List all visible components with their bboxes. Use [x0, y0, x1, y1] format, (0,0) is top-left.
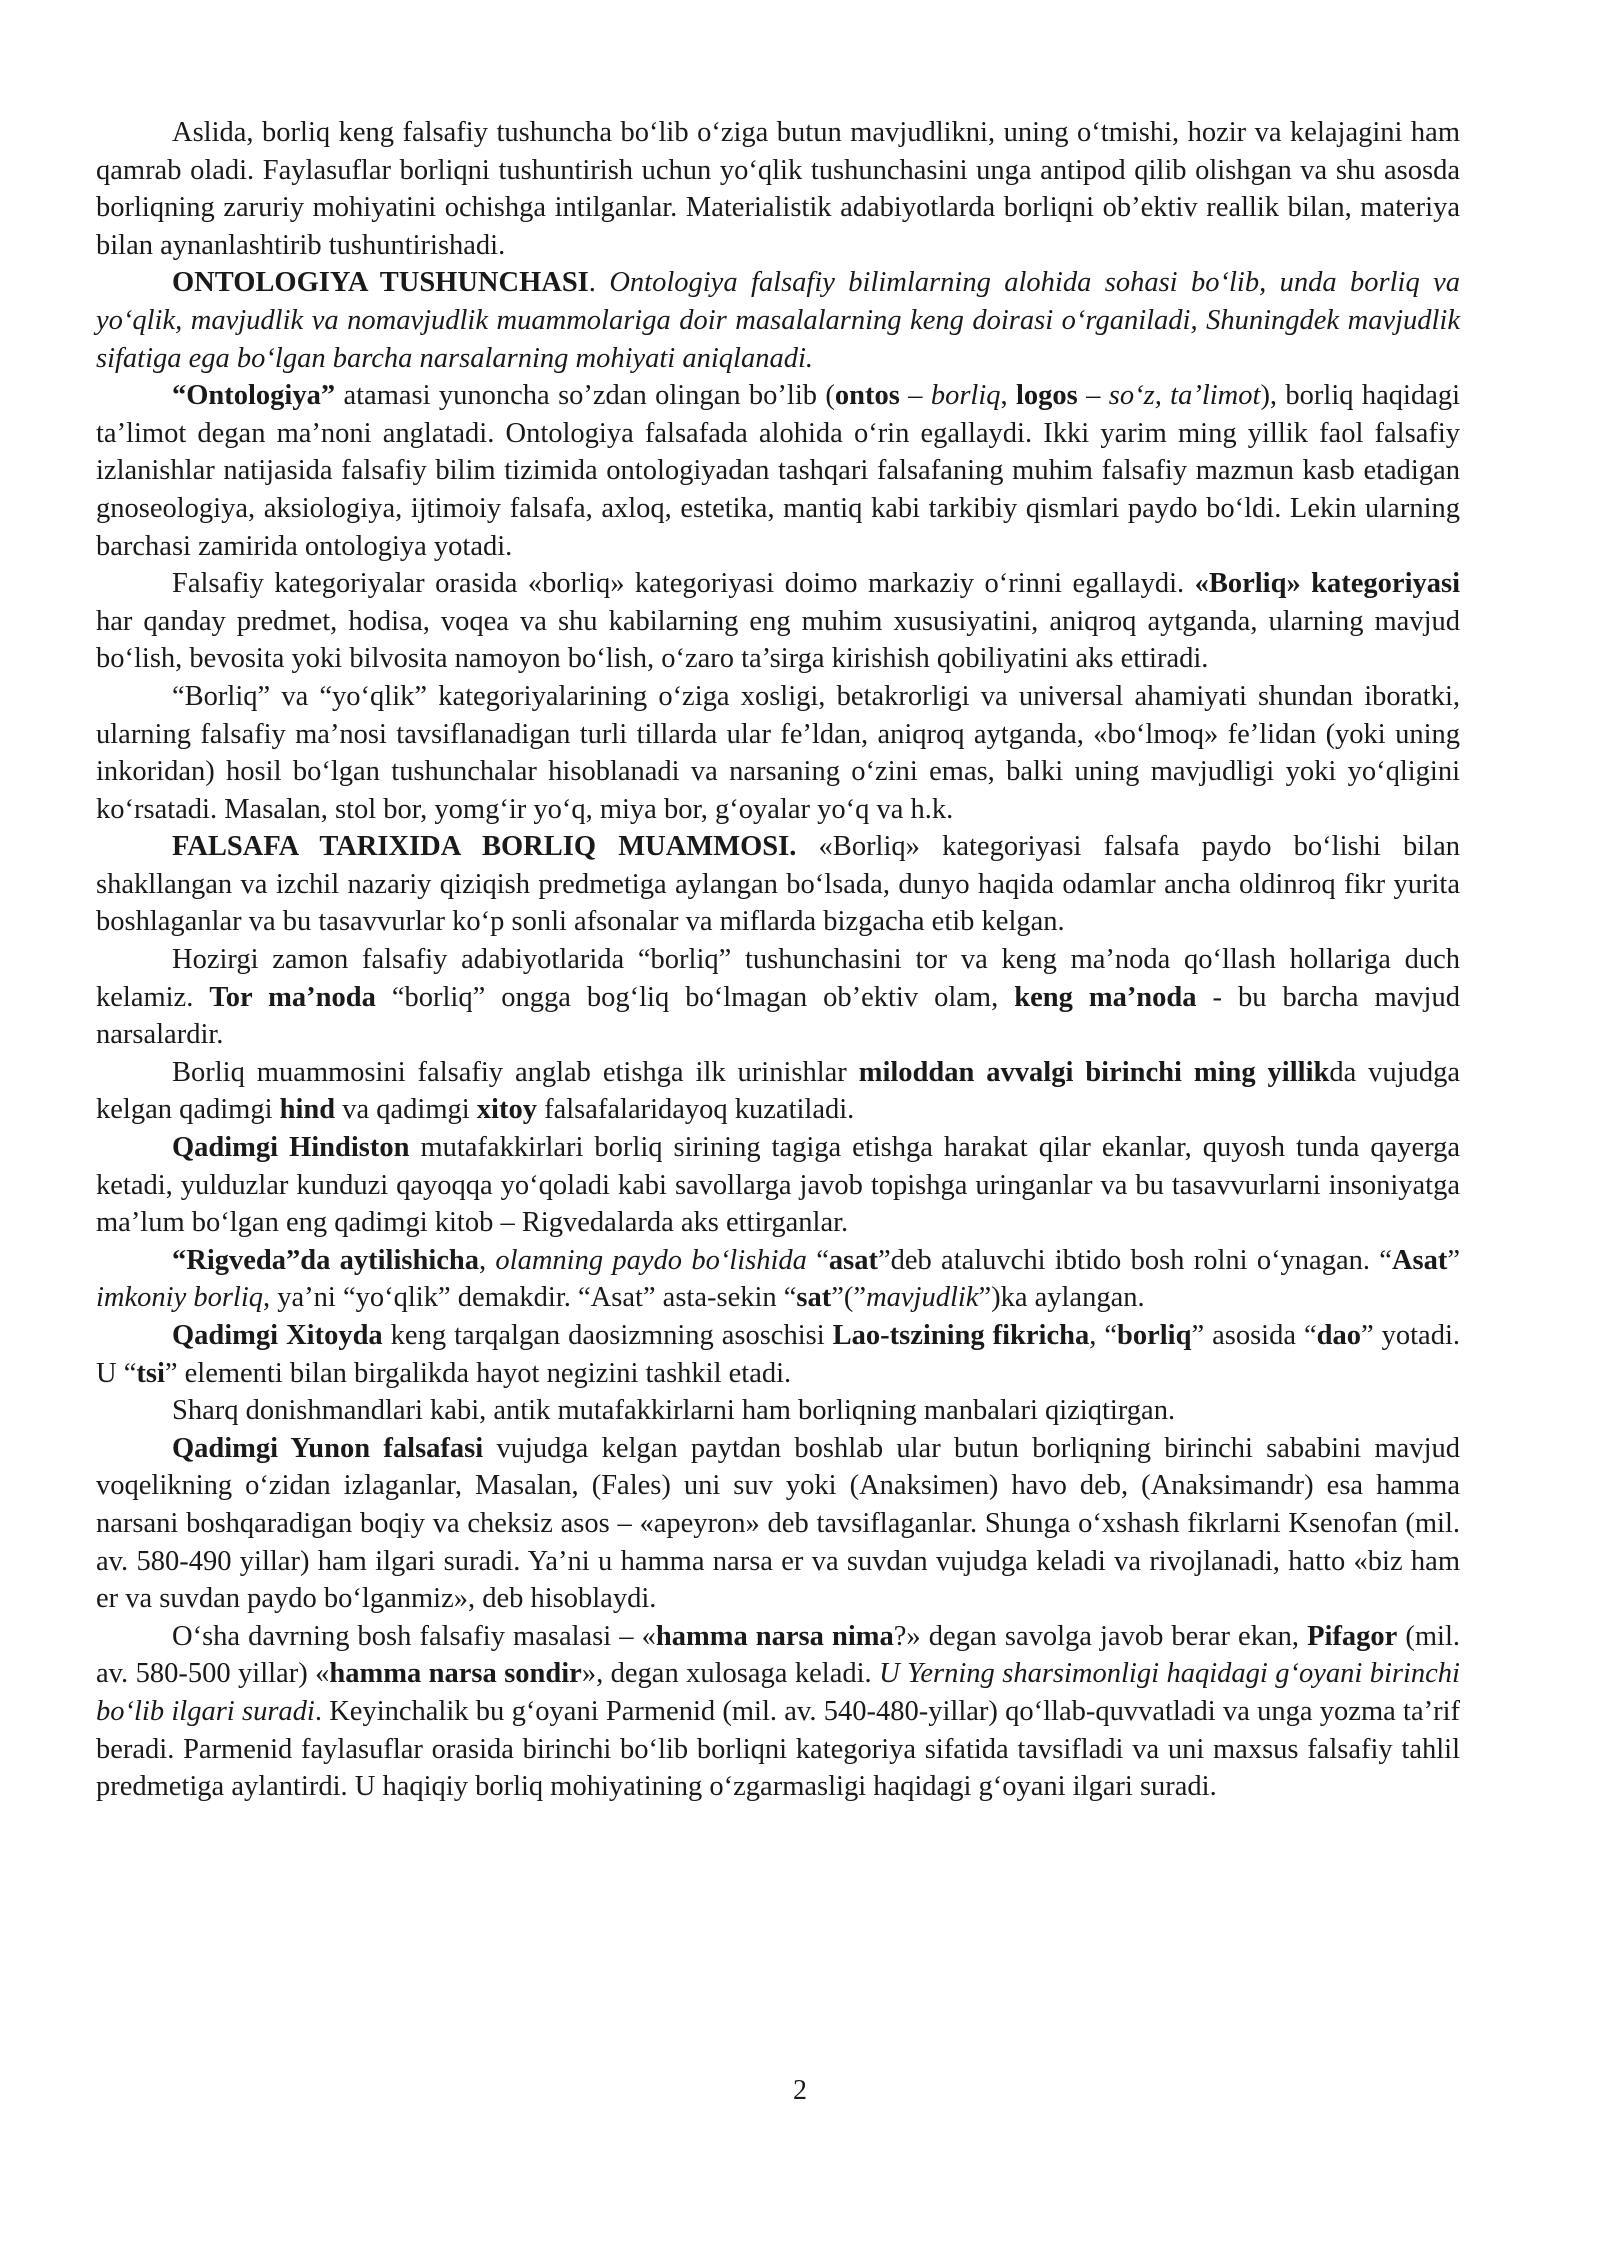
- text-run: –: [899, 380, 931, 412]
- bold-text: Asat: [1391, 1244, 1448, 1276]
- text-run: ”deb ataluvchi ibtido bosh rolni o‘ynagan. “: [877, 1244, 1392, 1276]
- text-run: Sharq donishmandlari kabi, antik mutafakkirlarni ham borliqning manbalari qiziqtirgan.: [172, 1395, 1176, 1427]
- bold-text: borliq: [1117, 1320, 1192, 1351]
- text-run: .: [588, 267, 610, 299]
- text-run: ” asosida “: [1191, 1320, 1317, 1351]
- italic-text: U Yerning sharsimonligi haqidagi g‘oyani birinchi bo‘lib ilgari suradi: [96, 1658, 1460, 1727]
- text-run: O‘sha davrning bosh falsafiy masalasi – «: [172, 1620, 656, 1652]
- text-run: ”)ka aylangan.: [978, 1282, 1145, 1314]
- paragraph: [96, 1392, 1460, 1430]
- text-run: ,: [479, 1244, 496, 1276]
- text-run: ” elementi bilan birgalikda hayot negizini tashkil etadi.: [164, 1357, 792, 1389]
- paragraph: [96, 1618, 1460, 1806]
- bold-text: keng ma’noda: [1014, 981, 1197, 1013]
- paragraph: [96, 1129, 1460, 1242]
- bold-text: logos: [1016, 380, 1078, 412]
- italic-text: imkoniy borliq: [96, 1282, 264, 1314]
- text-run: mutafakkirlari borliq sirining tagiga etishga harakat qilar ekanlar, quyosh tunda qayerga ketadi, yulduzlar kunduzi qayoqqa yo‘qoladi kabi savollarga javob topishga uringanlar va bu tasavvurlarni insoniyatga ma’lum bo‘lgan eng qadimgi kitob – Rigvedalarda aks ettirganlar.: [96, 1132, 1460, 1239]
- text-run: Aslida, borliq keng falsafiy tushuncha bo‘lib o‘ziga butun mavjudlikni, uning o‘tmishi, hozir va kelajagini ham qamrab oladi. Faylasuflar borliqni tushuntirish uchun yo‘qlik tushunchasini unga antipod qilib olishgan va shu asosda borliqning zaruriy mohiyatini ochishga intilganlar. Materialistik adabiyotlarda borliqni ob’ektiv reallik bilan, materiya bilan aynanlashtirib tushuntirishadi.: [96, 117, 1460, 261]
- paragraph: [96, 678, 1460, 828]
- text-run: “: [806, 1244, 829, 1276]
- paragraph: [96, 264, 1460, 377]
- text-run: ), borliq haqidagi ta’limot degan ma’noni anglatadi. Ontologiya falsafada alohida o‘rin egallaydi. Ikki yarim ming yillik faol falsafiy izlanishlar natijasida falsafiy bilim tizimida ontologiyadan tashqari falsafaning muhim falsafiy mazmun kasb etadigan gnoseologiya, aksiologiya, ijtimoiy falsafa, axloq, estetika, mantiq kabi tarkibiy qismlari paydo bo‘ldi. Lekin ularning barchasi zamirida ontologiya yotadi.: [96, 380, 1461, 562]
- bold-text: ONTOLOGIYA TUSHUNCHASI: [172, 267, 589, 299]
- text-run: Hozirgi zamon falsafiy adabiyotlarida “borliq” tushunchasini tor va keng ma’noda qo‘llash hollariga duch kelamiz.: [96, 944, 1460, 1013]
- text-run: da vujudga kelgan qadimgi: [96, 1056, 1461, 1126]
- bold-text: dao: [1316, 1320, 1361, 1351]
- text-run: , “: [1089, 1320, 1118, 1351]
- bold-text: Pifagor: [1307, 1620, 1398, 1652]
- bold-text: hamma narsa sondir: [329, 1658, 582, 1690]
- text-run: ”(”: [831, 1282, 867, 1314]
- bold-text: tsi: [136, 1357, 165, 1389]
- text-run: ”: [1447, 1244, 1461, 1276]
- italic-text: mavjudlik: [866, 1282, 979, 1314]
- paragraph: [96, 1430, 1460, 1618]
- bold-text: Qadimgi Hindiston: [172, 1132, 410, 1164]
- text-run: vujudga kelgan paytdan boshlab ular butun borliqning birinchi sababini mavjud voqelikning o‘zidan izlaganlar, Masalan, (Fales) uni suv yoki (Anaksimen) havo deb, (Anaksimandr) esa hamma narsani boshqaradigan boqiy va cheksiz asos – «apeyron» deb tavsiflaganlar. Shunga o‘xshash fikrlarni Ksenofan (mil. av. 580-490 yillar) ham ilgari suradi. Ya’ni u hamma narsa er va suvdan vujudga keladi va rivojlanadi, hatto «biz ham er va suvdan paydo bo‘lganmiz», deb hisoblaydi.: [96, 1432, 1460, 1615]
- bold-text: hamma narsa nima: [655, 1620, 894, 1652]
- paragraph: [96, 1054, 1460, 1129]
- page-number: 2: [793, 2075, 807, 2106]
- italic-text: olamning paydo bo‘lishida: [495, 1244, 807, 1276]
- bold-text: Tor ma’noda: [209, 981, 376, 1013]
- paragraph: [96, 1317, 1460, 1392]
- paragraph: [96, 565, 1460, 678]
- bold-text: “Ontologiya”: [172, 380, 336, 412]
- paragraph: [96, 828, 1460, 941]
- text-run: atamasi yunoncha so’zdan olingan bo’lib (: [335, 380, 835, 412]
- text-run: –: [1077, 380, 1109, 412]
- text-run: “Borliq” va “yo‘qlik” kategoriyalarining o‘ziga xosligi, betakrorligi va universal ahamiyati shundan iboratki, ularning falsafiy ma’nosi tavsiflanadigan turli tillarda ular fe’ldan, aniqroq aytganda, «bo‘lmoq» fe’lidan (yoki uning inkoridan) hosil bo‘lgan tushunchalar hisoblanadi va narsaning o‘zini emas, balki uning mavjudligi yoki yo‘qligini ko‘rsatadi. Masalan, stol bor, yomg‘ir yo‘q, miya bor, g‘oyalar yo‘q va h.k.: [96, 680, 1460, 825]
- paragraph: [96, 377, 1460, 565]
- document-page: [96, 114, 1460, 1806]
- text-run: ” yotadi. U “: [96, 1320, 1461, 1389]
- text-run: «Borliq» kategoriyasi falsafa paydo bo‘lishi bilan shakllangan va izchil nazariy qiziqish predmetiga aylangan bo‘lsada, dunyo haqida odamlar ancha oldinroq fikr yurita boshlaganlar va bu tasavvurlar ko‘p sonli afsonalar va miflarda bizgacha etib kelgan.: [96, 831, 1460, 938]
- bold-text: hind: [279, 1094, 336, 1126]
- paragraph: [96, 114, 1460, 264]
- bold-text: sat: [796, 1282, 832, 1314]
- text-run: , ya’ni “yo‘qlik” demakdir. “Asat” asta-sekin “: [263, 1282, 797, 1314]
- text-run: “borliq” ongga bog‘liq bo‘lmagan ob’ektiv olam,: [375, 981, 1015, 1013]
- bold-text: Lao-tszining fikricha: [832, 1320, 1090, 1351]
- bold-text: miloddan avvalgi birinchi ming yillik: [858, 1056, 1330, 1088]
- italic-text: so‘z, ta’limot: [1108, 380, 1261, 412]
- paragraph: [96, 941, 1460, 1054]
- bold-text: ontos: [834, 380, 900, 412]
- text-run: ,: [1000, 380, 1016, 412]
- bold-text: Qadimgi Yunon falsafasi: [172, 1432, 484, 1464]
- bold-text: xitoy: [476, 1094, 537, 1126]
- text-run: », degan xulosaga keladi.: [581, 1658, 880, 1690]
- paragraph: [96, 1242, 1460, 1317]
- bold-text: “Rigveda”da aytilishicha: [172, 1244, 479, 1276]
- text-run: falsafalaridayoq kuzatiladi.: [536, 1094, 855, 1126]
- italic-text: Ontologiya falsafiy bilimlarning alohida sohasi bo‘lib, unda borliq va yo‘qlik, mavjudlik va nomavjudlik muammolariga doir masalalarning keng doirasi o‘rganiladi, Shuningdek mavjudlik sifatiga ega bo‘lgan barcha narsalarning mohiyati aniqlanadi.: [96, 267, 1461, 374]
- text-run: ?» degan savolga javob berar ekan,: [893, 1620, 1308, 1652]
- text-run: - bu barcha mavjud narsalardir.: [96, 981, 1460, 1051]
- text-run: keng tarqalgan daosizmning asoschisi: [382, 1320, 833, 1351]
- text-run: Falsafiy kategoriyalar orasida «borliq» kategoriyasi doimo markaziy o‘rinni egallaydi.: [172, 568, 1195, 600]
- text-run: har qanday predmet, hodisa, voqea va shu kabilarning eng muhim xususiyatini, aniqroq aytganda, ularning mavjud bo‘lish, bevosita yoki bilvosita namoyon bo‘lish, o‘zaro ta’sirga kirishish qobiliyatini aks ettiradi.: [96, 605, 1460, 675]
- text-run: Borliq muammosini falsafiy anglab etishga ilk urinishlar: [172, 1056, 859, 1088]
- bold-text: FALSAFA TARIXIDA BORLIQ MUAMMOSI.: [172, 831, 797, 863]
- bold-text: «Borliq» kategoriyasi: [1194, 568, 1460, 600]
- text-run: . Keyinchalik bu g‘oyani Parmenid (mil. av. 540-480-yillar) qo‘llab-quvvatladi va unga yozma ta’rif beradi. Parmenid faylasuflar orasida birinchi bo‘lib borliqni kategoriya sifatida tavsifladi va uni maxsus falsafiy tahlil predmetiga aylantirdi. U haqiqiy borliq mohiyatining o‘zgarmasligi haqidagi g‘oyani ilgari suradi.: [96, 1695, 1460, 1803]
- bold-text: asat: [828, 1244, 878, 1276]
- italic-text: borliq: [930, 380, 1001, 412]
- bold-text: Qadimgi Xitoyda: [172, 1320, 383, 1351]
- text-run: (mil. av. 580-500 yillar) «: [96, 1620, 1461, 1690]
- text-run: va qadimgi: [335, 1094, 477, 1126]
